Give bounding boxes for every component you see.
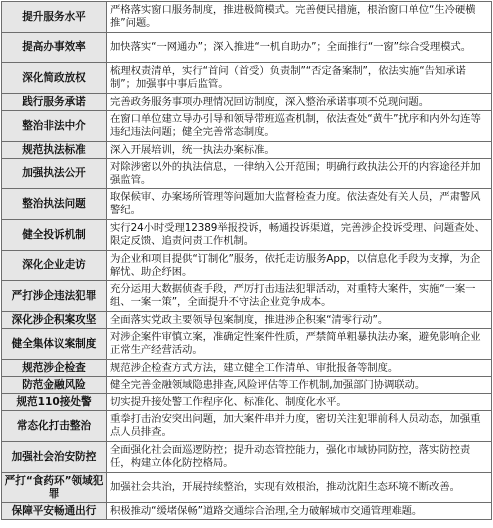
table-row (2, 251, 492, 281)
row-item-label: 防范金融风险 (2, 377, 107, 394)
row-description: 规范涉企检查方式方法，建立健全工作清单、审批报备等制度。 (107, 360, 492, 377)
row-description: 梳理权责清单，实行“首问（首受）负责制”“否定备案制”，依法实施“告知承诺制”；加强事中事后监管。 (107, 63, 492, 94)
row-item-label: 深化简政放权 (2, 63, 107, 94)
table-row (2, 189, 492, 220)
row-description: 重拳打击治安突出问题，加大案件串并力度，密切关注犯罪前科人员动态，加强重点人员排查。 (107, 411, 492, 442)
row-description: 充分运用大数据侦查手段，严厉打击违法犯罪活动，对重特大案件，实施“一案一组、一案一策”，全面提升不守法企业竞争成本。 (107, 281, 492, 312)
table-row (2, 94, 492, 111)
table-row (2, 503, 492, 520)
table-row (2, 220, 492, 251)
row-description: 严格落实窗口服务制度，推进极简模式。完善便民措施，根治窗口单位“生冷硬横推”问题。 (107, 2, 492, 33)
row-item-label: 保障平安畅通出行 (2, 503, 107, 520)
row-description: 全面落实党政主要领导包案制度，推进涉企积案“清零行动”。 (107, 312, 492, 329)
table-row (2, 142, 492, 159)
row-description: 完善政务服务事项办理情况回访制度，深入整治承诺事项不兑现问题。 (107, 94, 492, 111)
row-item-label: 深化企业走访 (2, 251, 107, 281)
row-item-label: 践行服务承诺 (2, 94, 107, 111)
row-description: 为企业和项目提供“订制化”服务，依托走访服务App，以信息化手段为支撑，为企解忧、助企纾困。 (107, 251, 492, 281)
table-row (2, 329, 492, 360)
row-item-label: 深化涉企积案攻坚 (2, 312, 107, 329)
row-description: 对涉企案件审慎立案，准确定性案件性质，严禁简单粗暴执法办案，避免影响企业正常生产经营活动。 (107, 329, 492, 360)
row-description: 在窗口单位建立导办引导和领导带班巡查机制，依法查处“黄牛”扰序和内外勾连等违纪违法问题；健全完善常态制度。 (107, 111, 492, 142)
service-measures-table (1, 1, 492, 520)
row-item-label: 整治执法问题 (2, 189, 107, 220)
row-item-label: 规范执法标准 (2, 142, 107, 159)
table-row (2, 159, 492, 189)
row-description: 取保候审、办案场所管理等问题加大监督检查力度。依法查处有关人员，严肃警风警纪。 (107, 189, 492, 220)
row-description: 深入开展培训，统一执法办案标准。 (107, 142, 492, 159)
row-item-label: 健全集体议案制度 (2, 329, 107, 360)
row-description: 加强社会共治，开展持续整治，实现有效根治，推动沈阳生态环境不断改善。 (107, 473, 492, 503)
row-item-label: 严打“食药环”领域犯罪 (2, 473, 107, 503)
table-row (2, 111, 492, 142)
row-item-label: 提高办事效率 (2, 33, 107, 63)
row-description: 全面强化社会面巡逻防控；提升动态管控能力，强化市域协同防控，落实防控责任，构建立体化防控格局。 (107, 442, 492, 473)
row-description: 对除涉密以外的执法信息，一律纳入公开范围；明确行政执法公开的内容途径并加强监管。 (107, 159, 492, 189)
row-item-label: 规范110接处警 (2, 394, 107, 411)
row-item-label: 整治非法中介 (2, 111, 107, 142)
table-row (2, 281, 492, 312)
table-row (2, 377, 492, 394)
table-row (2, 312, 492, 329)
row-item-label: 提升服务水平 (2, 2, 107, 33)
row-item-label: 加强执法公开 (2, 159, 107, 189)
table-row (2, 2, 492, 33)
row-item-label: 健全投诉机制 (2, 220, 107, 251)
row-description: 积极推动“缓堵保畅”道路交通综合治理,全力破解城市交通管理难题。 (107, 503, 492, 520)
row-item-label: 规范涉企检查 (2, 360, 107, 377)
row-description: 实行24小时受理12389举报投诉，畅通投诉渠道，完善涉企投诉受理、问题查处、限定反馈、追责问责工作机制。 (107, 220, 492, 251)
row-item-label: 常态化打击整治 (2, 411, 107, 442)
table-row (2, 33, 492, 63)
table-row (2, 442, 492, 473)
table-row (2, 473, 492, 503)
row-item-label: 加强社会治安防控 (2, 442, 107, 473)
row-item-label: 严打涉企违法犯罪 (2, 281, 107, 312)
row-description: 健全完善金融领域隐患排查,风险评估等工作机制,加强部门协调联动。 (107, 377, 492, 394)
table-row (2, 411, 492, 442)
row-description: 切实提升接处警工作程序化、标准化、制度化水平。 (107, 394, 492, 411)
row-description: 加快落实“一网通办”；深入推进“一机自助办”；全面推行“一窗”综合受理模式。 (107, 33, 492, 63)
table-row (2, 394, 492, 411)
table-row (2, 360, 492, 377)
table-row (2, 63, 492, 94)
